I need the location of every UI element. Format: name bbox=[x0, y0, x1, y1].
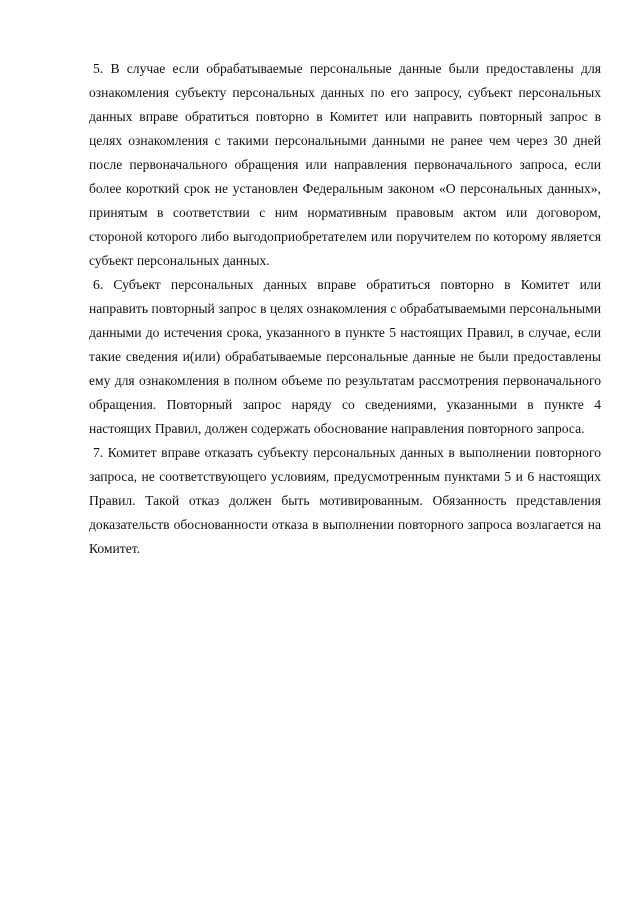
paragraph-6: 6. Субъект персональных данных вправе обратиться повторно в Комитет или направить повторный запрос в целях ознакомления с обрабатываемыми персональными данными до истечения срока, указанного в пункте 5 настоящих Правил, в случае, если такие сведения и(или) обрабатываемые персональные данные не были предоставлены ему для ознакомления в полном объеме по результатам рассмотрения первоначального обращения. Повторный запрос наряду со сведениями, указанными в пункте 4 настоящих Правил, должен содержать обоснование направления повторного запроса. bbox=[89, 277, 601, 436]
paragraph-5: 5. В случае если обрабатываемые персональные данные были предоставлены для ознакомления субъекту персональных данных по его запросу, субъект персональных данных вправе обратиться повторно в Комитет или направить повторный запрос в целях ознакомления с такими персональными данными не ранее чем через 30 дней после первоначального обращения или направления первоначального запроса, если более короткий срок не установлен Федеральным законом «О персональных данных», принятым в соответствии с ним нормативным правовым актом или договором, стороной которого либо выгодоприобретателем или поручителем по которому является субъект персональных данных. bbox=[89, 61, 601, 268]
document-body bbox=[89, 57, 601, 561]
paragraph-7: 7. Комитет вправе отказать субъекту персональных данных в выполнении повторного запроса, не соответствующего условиям, предусмотренным пунктами 5 и 6 настоящих Правил. Такой отказ должен быть мотивированным. Обязанность представления доказательств обоснованности отказа в выполнении повторного запроса возлагается на Комитет. bbox=[89, 445, 601, 556]
